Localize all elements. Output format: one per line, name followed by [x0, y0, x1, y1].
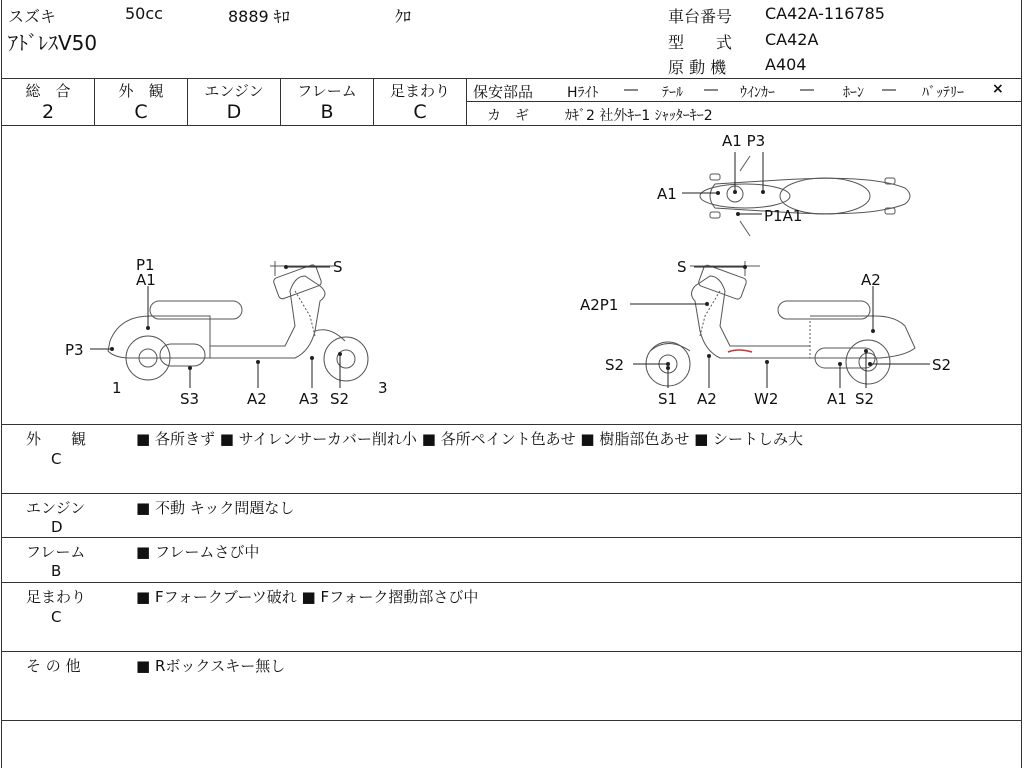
chassis-label: 車台番号 [668, 7, 733, 26]
diagram-label: S2 [330, 390, 350, 408]
diagram-label: S2 [932, 356, 952, 374]
grade-label: 足まわり [389, 82, 450, 100]
safety-item-mark: × [992, 81, 1004, 97]
grade-label: 総 合 [25, 82, 71, 100]
safety-title: 保安部品 [473, 83, 534, 101]
key-label: カ ギ [487, 108, 529, 124]
diagram-label: A2 [697, 390, 717, 408]
key-value: ｶｷﾞ2 社外ｷｰ1 ｼｬｯﾀｰｷｰ2 [565, 108, 713, 124]
divider [1, 582, 1022, 583]
diagram-label: A1 [136, 271, 156, 289]
safety-item-mark: ― [704, 82, 718, 98]
grade-label: エンジン [204, 82, 264, 100]
safety-item-mark: ― [882, 82, 896, 98]
diagram-label: P1 [136, 256, 155, 274]
safety-item-name: ｳｲﾝｶｰ [740, 85, 775, 101]
remark-label: 足まわり [26, 588, 87, 606]
engine-value: A404 [765, 55, 807, 74]
grade-label: 外 観 [118, 82, 164, 100]
grade-value: C [413, 101, 427, 123]
grade-label: フレーム [297, 82, 357, 100]
diagram-label: A1 [827, 390, 847, 408]
remark-label: フレーム [26, 543, 86, 561]
remark-grade: C [51, 450, 62, 468]
remark-text: ■ Rボックスキー無し [136, 657, 286, 675]
remark-text: ■ Fフォークブーツ破れ ■ Fフォーク摺動部さび中 [136, 588, 479, 606]
safety-item-name: ﾎｰﾝ [843, 85, 864, 101]
diagram-label: S2 [855, 390, 875, 408]
mileage: 8889 ｷﾛ [228, 7, 290, 26]
divider [1, 424, 1022, 425]
grade-value: C [134, 101, 148, 123]
safety-item-mark: ― [800, 82, 814, 98]
damage-mark [728, 350, 752, 352]
divider [1, 493, 1022, 494]
divider [1, 78, 1022, 79]
safety-item-name: Hﾗｲﾄ [567, 85, 599, 101]
diagram-label: 1 [112, 379, 122, 397]
chassis-value: CA42A-116785 [765, 4, 885, 23]
remark-grade: B [51, 562, 62, 580]
type-label: 型 式 [668, 33, 733, 52]
diagram-label: P1A1 [764, 207, 803, 225]
diagram-label: A3 [299, 390, 319, 408]
grade-value: D [226, 101, 242, 123]
diagram-label: A2P1 [580, 296, 619, 314]
divider [1, 651, 1022, 652]
diagram-label: W2 [754, 390, 779, 408]
model-name: ｱﾄﾞﾚｽV50 [8, 31, 98, 55]
remark-grade: D [51, 518, 63, 536]
diagram-label: S [333, 258, 343, 276]
diagram-label: A1 P3 [722, 132, 766, 150]
diagram-label: S1 [658, 390, 678, 408]
divider [1, 537, 1022, 538]
maker: スズキ [8, 7, 57, 26]
type-value: CA42A [765, 30, 819, 49]
diagram-label: S [677, 258, 687, 276]
safety-item-mark: ― [624, 82, 638, 98]
color: ｸﾛ [395, 7, 412, 26]
grade-value: 2 [41, 101, 55, 123]
engine-label: 原 動 機 [668, 58, 727, 77]
diagram-label: S2 [605, 356, 625, 374]
divider [1, 720, 1022, 721]
divider [466, 78, 467, 125]
diagram-label: A2 [247, 390, 267, 408]
remark-text: ■ フレームさび中 [136, 543, 260, 561]
engine-cc: 50cc [125, 4, 163, 23]
diagram-label: A1 [657, 185, 677, 203]
diagram-label: 3 [378, 379, 388, 397]
remark-label: そ の 他 [26, 657, 81, 675]
safety-item-name: ﾃｰﾙ [662, 85, 683, 101]
remark-label: エンジン [26, 499, 86, 517]
remark-text: ■ 各所きず ■ サイレンサーカバー削れ小 ■ 各所ペイント色あせ ■ 樹脂部色あせ ■ シートしみ大 [136, 430, 804, 448]
remark-grade: C [51, 608, 62, 626]
diagram-label: P3 [65, 341, 84, 359]
diagram-label: S3 [180, 390, 200, 408]
remark-text: ■ 不動 キック問題なし [136, 499, 295, 517]
diagram-label: A2 [861, 271, 881, 289]
grade-value: B [320, 101, 334, 123]
top-view-scooter [700, 156, 910, 236]
safety-item-name: ﾊﾞｯﾃﾘｰ [922, 85, 964, 101]
remark-label: 外 観 [26, 430, 87, 448]
scooter-diagram [0, 126, 1024, 424]
